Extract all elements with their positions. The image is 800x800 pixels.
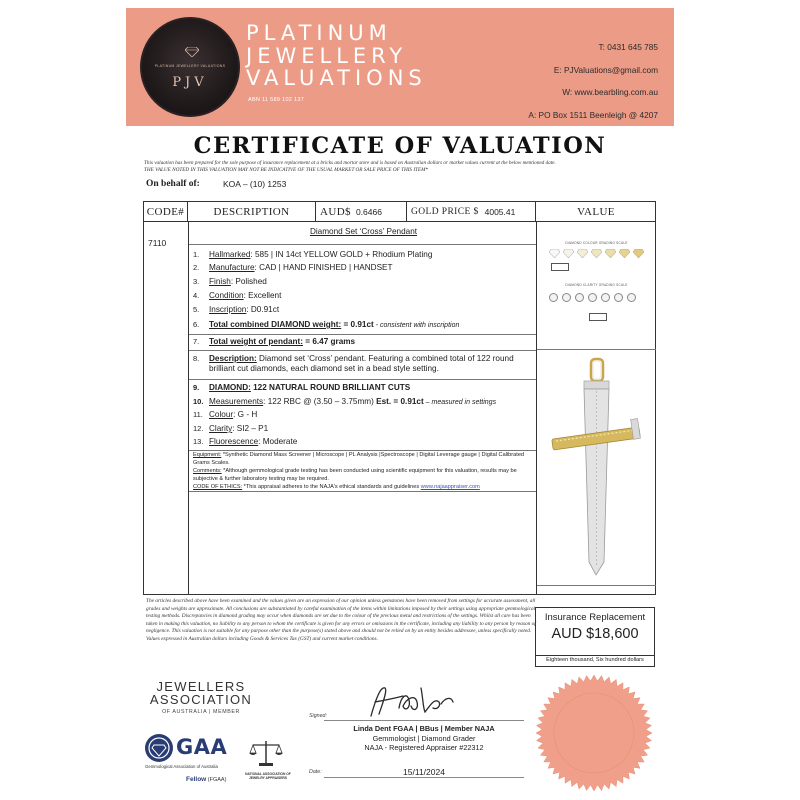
row-value: : 585 | IN 14ct YELLOW GOLD + Rhodium Plating	[250, 250, 433, 259]
item-code: 7110	[148, 238, 167, 248]
note-label: Comments:	[193, 468, 222, 474]
row-number: 5.	[193, 305, 200, 314]
diamond-icon	[633, 249, 644, 258]
grader-details	[324, 724, 524, 753]
row-number: 6.	[193, 320, 200, 329]
row-number: 1.	[193, 250, 200, 259]
cross-pendant-image	[544, 357, 649, 577]
note-text: *Synthetic Diamond Mass Screener | Microscope | PL Analysis |Spectroscope | Digital Leverage gauge | Digital Calibrated Grams Scales.	[193, 452, 525, 466]
colour-marker	[551, 263, 569, 271]
fellow-label: Fellow	[186, 776, 207, 783]
row-number: 13.	[193, 437, 204, 446]
grading-scales-image	[537, 223, 656, 349]
header-code: CODE#	[144, 202, 188, 222]
header-aud	[316, 202, 407, 222]
row-number: 9.	[193, 383, 200, 392]
grader-name: Linda Dent FGAA | BBus | Member NAJA	[353, 724, 495, 733]
clarity-icon	[601, 293, 610, 302]
row-divider	[189, 334, 536, 335]
fellow-credential	[186, 776, 226, 783]
insurance-amount: AUD $18,600	[551, 626, 639, 642]
ja-member-text: OF AUSTRALIA | MEMBER	[162, 709, 240, 715]
intro-line: This valuation has been prepared for the sole purpose of insurance replacement at a bricks and mortar store and is based on Australian dollars or market values current at the below mentioned date.	[144, 160, 556, 166]
clarity-icon	[588, 293, 597, 302]
row-value: = 0.91ct	[341, 320, 374, 329]
row-value: : 122 RBC @ (3.50 – 3.75mm)	[263, 397, 377, 406]
row-estimate: Est. = 0.91ct	[376, 397, 424, 406]
certificate-title: CERTIFICATE OF VALUATION	[193, 133, 607, 159]
scales-of-justice-icon	[248, 739, 284, 767]
behalf-value: KOA – (10) 1253	[223, 179, 287, 189]
row-number: 8.	[193, 354, 200, 363]
row-label: Clarity	[209, 424, 233, 433]
row-number: 2.	[193, 263, 200, 272]
note-label: CODE OF ETHICS:	[193, 484, 243, 490]
disclaimer-fine-print: The articles described above have been examined and the values given are an expression of our opinion unless gemstones have been removed from settings for accurate assessment, all grades and weights are approximate. All conclusions are substantiated by careful examination of the items within limitations imposed by their settings using appropriate gemmological testing methods. Discrepancies in diamond grading may occur when diamonds are set due to the colour of the precious metal and restrictions of the settings. Whilst all care has been taken in making this valuation, no liability to any person to whom the certificate is given for any errors or omissions in the certificate, including any liability to any person by reason of negligence. This valuation is not suitable for any purpose other than the purpose(s) stated above and should not be relied on by an entity besides addressee, unless specifically noted. Values expressed in Australian dollars including Goods & Services Tax (GST) and current market conditions.	[146, 598, 536, 642]
row-value: = 6.47 grams	[303, 337, 356, 346]
abn-number: ABN 11 589 102 137	[248, 97, 305, 103]
row-label: Total combined DIAMOND weight:	[209, 320, 342, 329]
row-number: 12.	[193, 424, 204, 433]
jewellers-association-logo	[146, 680, 256, 706]
diamond-icon	[577, 249, 588, 258]
clarity-icon	[627, 293, 636, 302]
row-number: 11.	[193, 410, 203, 419]
brand-name	[246, 22, 427, 90]
row-value: 122 NATURAL ROUND BRILLIANT CUTS	[250, 383, 411, 392]
seal-stamp-icon	[534, 673, 654, 793]
date-line	[324, 777, 524, 778]
row-value: : SI2 – P1	[232, 424, 269, 433]
colour-scale-gems	[549, 249, 644, 258]
brand-line: VALUATIONS	[246, 66, 427, 90]
gaa-full-name: Gemmological Association of Australia	[145, 764, 218, 769]
row-label: Total weight of pendant:	[209, 337, 303, 346]
row-number: 3.	[193, 277, 200, 286]
naja-link[interactable]: www.najaappraiser.com	[420, 484, 480, 490]
pjv-logo	[140, 17, 240, 117]
row-comment: - consistent with inscription	[373, 322, 460, 329]
note-text: *Although gemmological grade testing has been conducted using scientific equipment for this valuation, results may be subjective & further laboratory testing may be required.	[193, 468, 517, 482]
row-value: Diamond set ‘Cross’ pendant. Featuring a combined total of 122 round brilliant cut diamonds, each diamond set in a bead style setting.	[209, 354, 514, 373]
handwritten-signature	[341, 678, 471, 720]
note-label: Equipment:	[193, 452, 222, 458]
phone: T: 0431 645 785	[598, 42, 658, 52]
row-divider	[189, 350, 536, 351]
row-label: Inscription	[209, 305, 247, 314]
item-title: Diamond Set ‘Cross’ Pendant	[309, 227, 418, 236]
valuation-table	[143, 201, 656, 595]
fellow-suffix: (FGAA)	[206, 777, 227, 783]
diamond-icon	[591, 249, 602, 258]
gold-label: GOLD PRICE $	[411, 206, 479, 217]
note-text: *This appraisal adheres to the NAJA's ethical standards and guidelines	[242, 484, 421, 490]
signed-label: Signed:	[309, 713, 327, 719]
aud-value: 0.6466	[355, 206, 382, 217]
insurance-value-box	[535, 607, 655, 667]
row-number: 4.	[193, 291, 200, 300]
naja-logo-text: NATIONAL ASSOCIATION OF JEWELRY APPRAISERS	[245, 772, 291, 781]
row-label: DIAMOND:	[209, 383, 251, 392]
diamond-icon	[619, 249, 630, 258]
clarity-icon	[562, 293, 571, 302]
logo-initials: PJV	[172, 75, 208, 90]
grader-registration: NAJA - Registered Appraiser #22312	[364, 743, 484, 752]
row-label: Hallmarked	[209, 250, 251, 259]
letterhead	[126, 8, 674, 126]
date-label: Date:	[309, 769, 322, 775]
aud-label: AUD$	[320, 205, 351, 218]
gaa-emblem-icon	[144, 733, 174, 763]
clarity-icon	[614, 293, 623, 302]
clarity-icon	[575, 293, 584, 302]
row-value: : CAD | HAND FINISHED | HANDSET	[254, 263, 393, 272]
row-value: : Polished	[230, 277, 267, 286]
valuation-date: 15/11/2024	[403, 767, 445, 777]
row-label: Manufacture	[209, 263, 255, 272]
ja-line: JEWELLERS	[156, 679, 246, 694]
header-description: DESCRIPTION	[188, 202, 316, 222]
gaa-logo-text: GAA	[176, 735, 228, 759]
brand-line: PLATINUM	[246, 21, 392, 45]
column-divider	[188, 222, 189, 594]
row-label: Finish	[209, 277, 231, 286]
testing-notes	[191, 451, 536, 491]
signature-line	[324, 720, 524, 721]
row-number: 7.	[193, 337, 200, 346]
header-gold-price	[407, 202, 536, 222]
row-divider	[189, 379, 536, 380]
website[interactable]: W: www.bearbling.com.au	[562, 87, 658, 97]
row-value: : Moderate	[258, 437, 298, 446]
comments-note	[193, 467, 534, 483]
clarity-icon	[549, 293, 558, 302]
certificate-page	[126, 8, 674, 792]
clarity-scale-gems	[549, 293, 636, 302]
row-number: 10.	[193, 397, 204, 406]
header-value: VALUE	[536, 202, 656, 222]
insurance-label: Insurance Replacement	[544, 612, 646, 623]
row-comment: – measured in settings	[423, 399, 497, 406]
row-value: : D0.91ct	[246, 305, 280, 314]
address: A: PO Box 1511 Beenleigh @ 4207	[528, 109, 658, 120]
row-divider	[537, 585, 656, 586]
row-label: Fluorescence	[209, 437, 259, 446]
row-label: Description:	[209, 354, 257, 363]
insurance-amount-words: Eighteen thousand, Six hundred dollars	[536, 655, 654, 663]
clarity-marker	[589, 313, 607, 321]
row-value: : G - H	[233, 410, 258, 419]
row-value: : Excellent	[243, 291, 282, 300]
row-divider	[189, 244, 536, 245]
diamond-icon	[605, 249, 616, 258]
ethics-note	[193, 483, 534, 491]
behalf-label: On behalf of:	[146, 179, 200, 189]
brand-line: JEWELLERY	[246, 43, 408, 68]
row-divider	[189, 491, 536, 492]
row-divider	[537, 349, 656, 350]
row-label: Colour	[209, 410, 234, 419]
diamond-icon	[549, 249, 560, 258]
diamond-icon	[185, 47, 199, 57]
intro-disclaimer: THE VALUE NOTED IN THIS VALUATION MAY NOT BE INDICATIVE OF THE USUAL MARKET OR SALE PRICE OF THIS ITEM*	[144, 167, 429, 173]
diamond-icon	[563, 249, 574, 258]
equipment-note	[193, 451, 534, 467]
row-label: Measurements	[209, 397, 264, 406]
colour-scale-title: DIAMOND COLOUR GRADING SCALE	[565, 241, 628, 245]
grader-title: Gemmologist | Diamond Grader	[372, 733, 476, 743]
clarity-scale-title: DIAMOND CLARITY GRADING SCALE	[565, 283, 628, 287]
gold-value: 4005.41	[484, 206, 516, 217]
logo-caption: PLATINUM JEWELLERY VALUATIONS	[154, 64, 226, 68]
ja-line: ASSOCIATION	[149, 692, 253, 707]
intro-text	[144, 160, 664, 174]
row-label: Condition	[209, 291, 244, 300]
email[interactable]: E: PJValuations@gmail.com	[553, 64, 658, 75]
contact-details	[528, 36, 658, 126]
